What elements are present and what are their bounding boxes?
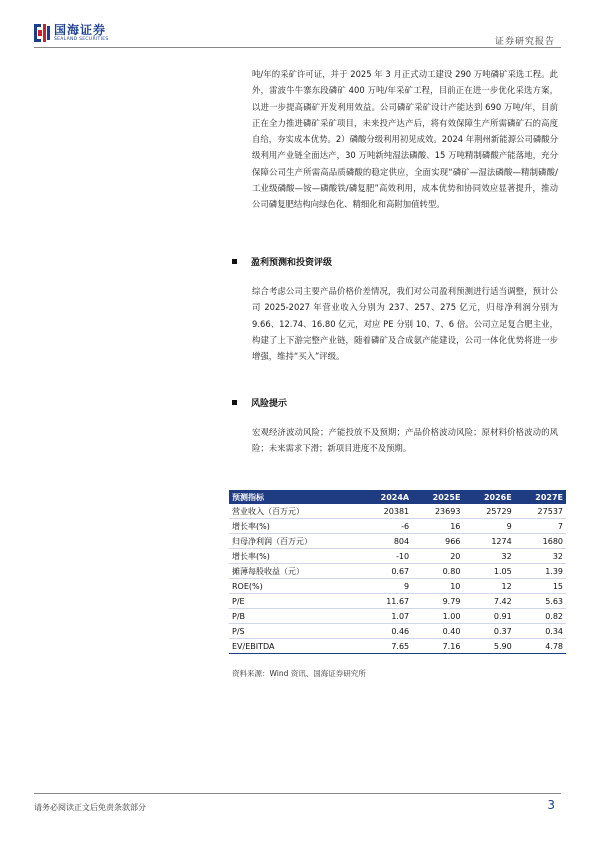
table-header-cell: 2026E	[463, 490, 514, 504]
table-row	[229, 564, 566, 579]
section-title-text: 风险提示	[251, 399, 288, 409]
table-cell: 5.90	[463, 639, 514, 654]
table-cell: 4.78	[515, 639, 566, 654]
table-cell: 9	[463, 519, 514, 534]
table-cell: 32	[463, 549, 514, 564]
body-paragraph-2: 综合考虑公司主要产品价格价差情况，我们对公司盈利预测进行适当调整，预计公司 2025-2027 年营业收入分别为 237、257、275 亿元，归母净利润分别为 9.66、12.74、16.80 亿元，对应 PE 分别 10、7、6 倍。公司立足复合肥主业，构建了上下游完整产业链，随着磷矿及合成氨产能建设，公司一体化优势将进一步增强，维持“买入”评级。	[252, 286, 558, 362]
section-title-risk	[232, 396, 287, 409]
table-cell: 摊薄每股收益（元）	[229, 564, 360, 579]
table-cell: 归母净利润（百万元）	[229, 534, 360, 549]
table-cell: 0.67	[360, 564, 412, 579]
table-cell: 1680	[515, 534, 566, 549]
section-title-forecast	[232, 255, 332, 268]
table-cell: 1274	[463, 534, 514, 549]
table-row	[229, 609, 566, 624]
table-cell: 1.00	[412, 609, 463, 624]
table-cell: 9.79	[412, 594, 463, 609]
table-cell: 25729	[463, 504, 514, 519]
table-header-row	[229, 490, 566, 504]
table-cell: 0.46	[360, 624, 412, 639]
table-cell: 20	[412, 549, 463, 564]
table-cell: 12	[463, 579, 514, 594]
table-cell: EV/EBITDA	[229, 639, 360, 654]
table-cell: 增长率(%)	[229, 549, 360, 564]
table-header-cell: 2025E	[412, 490, 463, 504]
table-cell: 1.39	[515, 564, 566, 579]
page-number: 3	[547, 798, 555, 812]
bullet-square-icon	[232, 400, 237, 405]
table-cell: P/B	[229, 609, 360, 624]
table-cell: -6	[360, 519, 412, 534]
table-cell: 9	[360, 579, 412, 594]
section-title-text: 盈利预测和投资评级	[251, 258, 333, 268]
table-cell: P/E	[229, 594, 360, 609]
table-row	[229, 639, 566, 654]
body-paragraph-3: 宏观经济波动风险；产能投放不及预期；产品价格波动风险；原材料价格波动的风险；未来需求下滑；新项目进度不及预期。	[252, 427, 558, 454]
table-cell: 23693	[412, 504, 463, 519]
table-header-cell: 2027E	[515, 490, 566, 504]
table-cell: 7.16	[412, 639, 463, 654]
table-cell: 0.82	[515, 609, 566, 624]
table-cell: 10	[412, 579, 463, 594]
table-cell: 0.40	[412, 624, 463, 639]
table-cell: 1.07	[360, 609, 412, 624]
table-cell: 0.80	[412, 564, 463, 579]
table-cell: 11.67	[360, 594, 412, 609]
table-cell: 20381	[360, 504, 412, 519]
table-cell: 804	[360, 534, 412, 549]
table-row	[229, 534, 566, 549]
table-row	[229, 504, 566, 519]
table-cell: 966	[412, 534, 463, 549]
table-cell: 0.37	[463, 624, 514, 639]
table-row	[229, 519, 566, 534]
bullet-square-icon	[232, 259, 237, 264]
table-header-cell: 2024A	[360, 490, 412, 504]
table-cell: 0.91	[463, 609, 514, 624]
logo-english-name: SEALAND SECURITIES	[54, 37, 109, 42]
table-cell: P/S	[229, 624, 360, 639]
table-cell: 1.05	[463, 564, 514, 579]
footer-disclaimer: 请务必阅读正文后免责条款部分	[34, 803, 146, 812]
body-paragraph-1: 吨/年的采矿许可证，并于 2025 年 3 月正式动工建设 290 万吨磷矿采选工程。此外，雷波牛牛寨东段磷矿 400 万吨/年采矿工程，目前正在进一步优化采选方案，以进一步提高磷矿开发利用效益。公司磷矿采矿设计产能达到 690 万吨/年，目前正在全力推进磷矿采矿项目，未来投产达产后，将有效保障生产所需磷矿石的高度自给，夯实成本优势。2）磷酸分级利用初见成效。2024 年荆州新能源公司磷酸分级利用产业链全面达产，30 万吨新纯湿法磷酸、15 万吨精制磷酸产能落地，充分保障公司生产所需高品质磷酸的稳定供应，全面实现“磷矿—湿法磷酸—精制磷酸/工业级磷酸—铵—磷酸铁/磷复肥”高效利用，成本优势和协同效应显著提升，推动公司磷复肥结构向绿色化、精细化和高附加值转型。	[252, 69, 558, 210]
table-cell: ROE(%)	[229, 579, 360, 594]
table-cell: 32	[515, 549, 566, 564]
table-cell: 5.63	[515, 594, 566, 609]
table-cell: 0.34	[515, 624, 566, 639]
table-source-note: 资料来源：Wind 资讯、国海证券研究所	[232, 669, 366, 678]
header-divider	[34, 47, 561, 48]
company-logo	[34, 24, 109, 43]
table-row	[229, 579, 566, 594]
table-cell: 15	[515, 579, 566, 594]
table-cell: 增长率(%)	[229, 519, 360, 534]
table-cell: 营业收入（百万元）	[229, 504, 360, 519]
logo-mark-icon	[34, 24, 50, 42]
table-row	[229, 549, 566, 564]
footer-divider	[34, 793, 561, 794]
table-cell: 7.65	[360, 639, 412, 654]
table-cell: 16	[412, 519, 463, 534]
table-row	[229, 594, 566, 609]
table-cell: 27537	[515, 504, 566, 519]
table-cell: 7.42	[463, 594, 514, 609]
table-cell: -10	[360, 549, 412, 564]
logo-name: 国海证券	[54, 23, 107, 37]
table-row	[229, 624, 566, 639]
report-type: 证券研究报告	[494, 37, 555, 47]
forecast-table	[229, 490, 566, 654]
table-cell: 7	[515, 519, 566, 534]
table-header-cell: 预测指标	[229, 490, 360, 504]
